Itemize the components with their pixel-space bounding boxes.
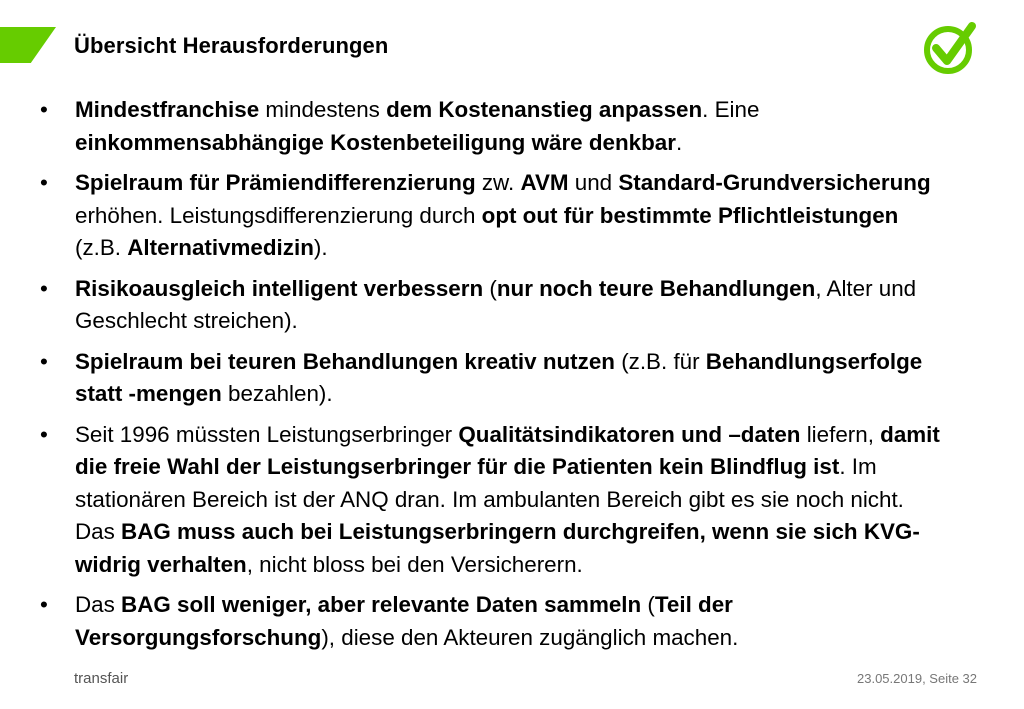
bold-text: Risikoausgleich intelligent verbessern: [75, 275, 484, 301]
text-segment: , Alter und Geschlecht streichen).: [75, 275, 917, 333]
bullet-marker: •: [40, 421, 48, 447]
text-segment: bezahlen).: [221, 381, 333, 406]
bold-text: Mindestfranchise: [75, 97, 260, 122]
bullet-item: [40, 346, 940, 411]
bold-text: Teil der Versorgungsforschung: [75, 592, 733, 650]
text-segment: Seit 1996 müssten Leistungserbringer: [75, 421, 459, 447]
bold-text: Behandlungserfolge statt -mengen: [75, 348, 923, 406]
bold-text: opt out für bestimmte Pflichtleistungen: [481, 202, 899, 228]
bullet-item: [40, 167, 940, 265]
bold-text: damit die freie Wahl der Leistungserbringer für die Patienten kein Blindflug ist: [75, 421, 940, 479]
accent-bar: [0, 27, 56, 63]
text-segment: . Eine: [702, 97, 760, 122]
bullet-marker: •: [40, 592, 48, 617]
bold-text: BAG soll weniger, aber relevante Daten sammeln: [121, 592, 642, 617]
bold-text: Spielraum für Prämiendifferenzierung: [75, 170, 476, 195]
bold-text: Standard-Grundversicherung: [618, 170, 931, 195]
bullet-marker: •: [40, 348, 48, 374]
bullet-item: [40, 589, 940, 654]
footer-date-page: 23.05.2019, Seite 32: [857, 671, 977, 686]
text-segment: ).: [313, 235, 328, 260]
bullet-item: [40, 273, 940, 338]
bullet-marker: •: [40, 97, 48, 122]
text-segment: Das: [75, 592, 122, 617]
text-segment: (: [483, 275, 497, 301]
bold-text: AVM: [520, 170, 569, 195]
text-segment: und: [568, 170, 619, 195]
bullet-marker: •: [40, 170, 48, 195]
bullet-item: [40, 94, 940, 159]
bold-text: Qualitätsindikatoren und –daten: [458, 421, 801, 447]
text-segment: erhöhen. Leistungsdifferenzierung durch: [75, 202, 482, 228]
slide-title: Übersicht Herausforderungen: [74, 33, 389, 58]
bold-text: dem Kostenanstieg anpassen: [386, 97, 703, 122]
footer-brand: transfair: [74, 670, 129, 687]
text-segment: .: [675, 129, 683, 155]
text-segment: liefern,: [800, 421, 881, 447]
bold-text: nur noch teure Behandlungen: [496, 275, 816, 301]
text-segment: ), diese den Akteuren zugänglich machen.: [321, 624, 739, 650]
bold-text: Alternativmedizin: [127, 235, 314, 260]
text-segment: mindestens: [259, 97, 387, 122]
text-segment: (: [641, 592, 655, 617]
text-segment: . Im stationären Bereich ist der ANQ dran. Im ambulanten Bereich gibt es sie noch nicht. Das: [75, 454, 904, 544]
bold-text: Spielraum bei teuren Behandlungen kreativ nutzen: [75, 348, 615, 374]
text-segment: (z.B. für: [614, 348, 706, 374]
bold-text: BAG muss auch bei Leistungserbringern durchgreifen, wenn sie sich KVG-widrig verhalten: [75, 519, 920, 577]
bold-text: einkommensabhängige Kostenbeteiligung wäre denkbar: [75, 129, 676, 155]
bullet-marker: •: [40, 275, 48, 301]
text-segment: (z.B.: [75, 235, 128, 260]
bullet-item: [40, 419, 940, 582]
bullet-list: [40, 94, 940, 662]
check-circle-icon: [922, 20, 978, 76]
text-segment: zw.: [475, 170, 521, 195]
text-segment: , nicht bloss bei den Versicherern.: [246, 551, 583, 577]
